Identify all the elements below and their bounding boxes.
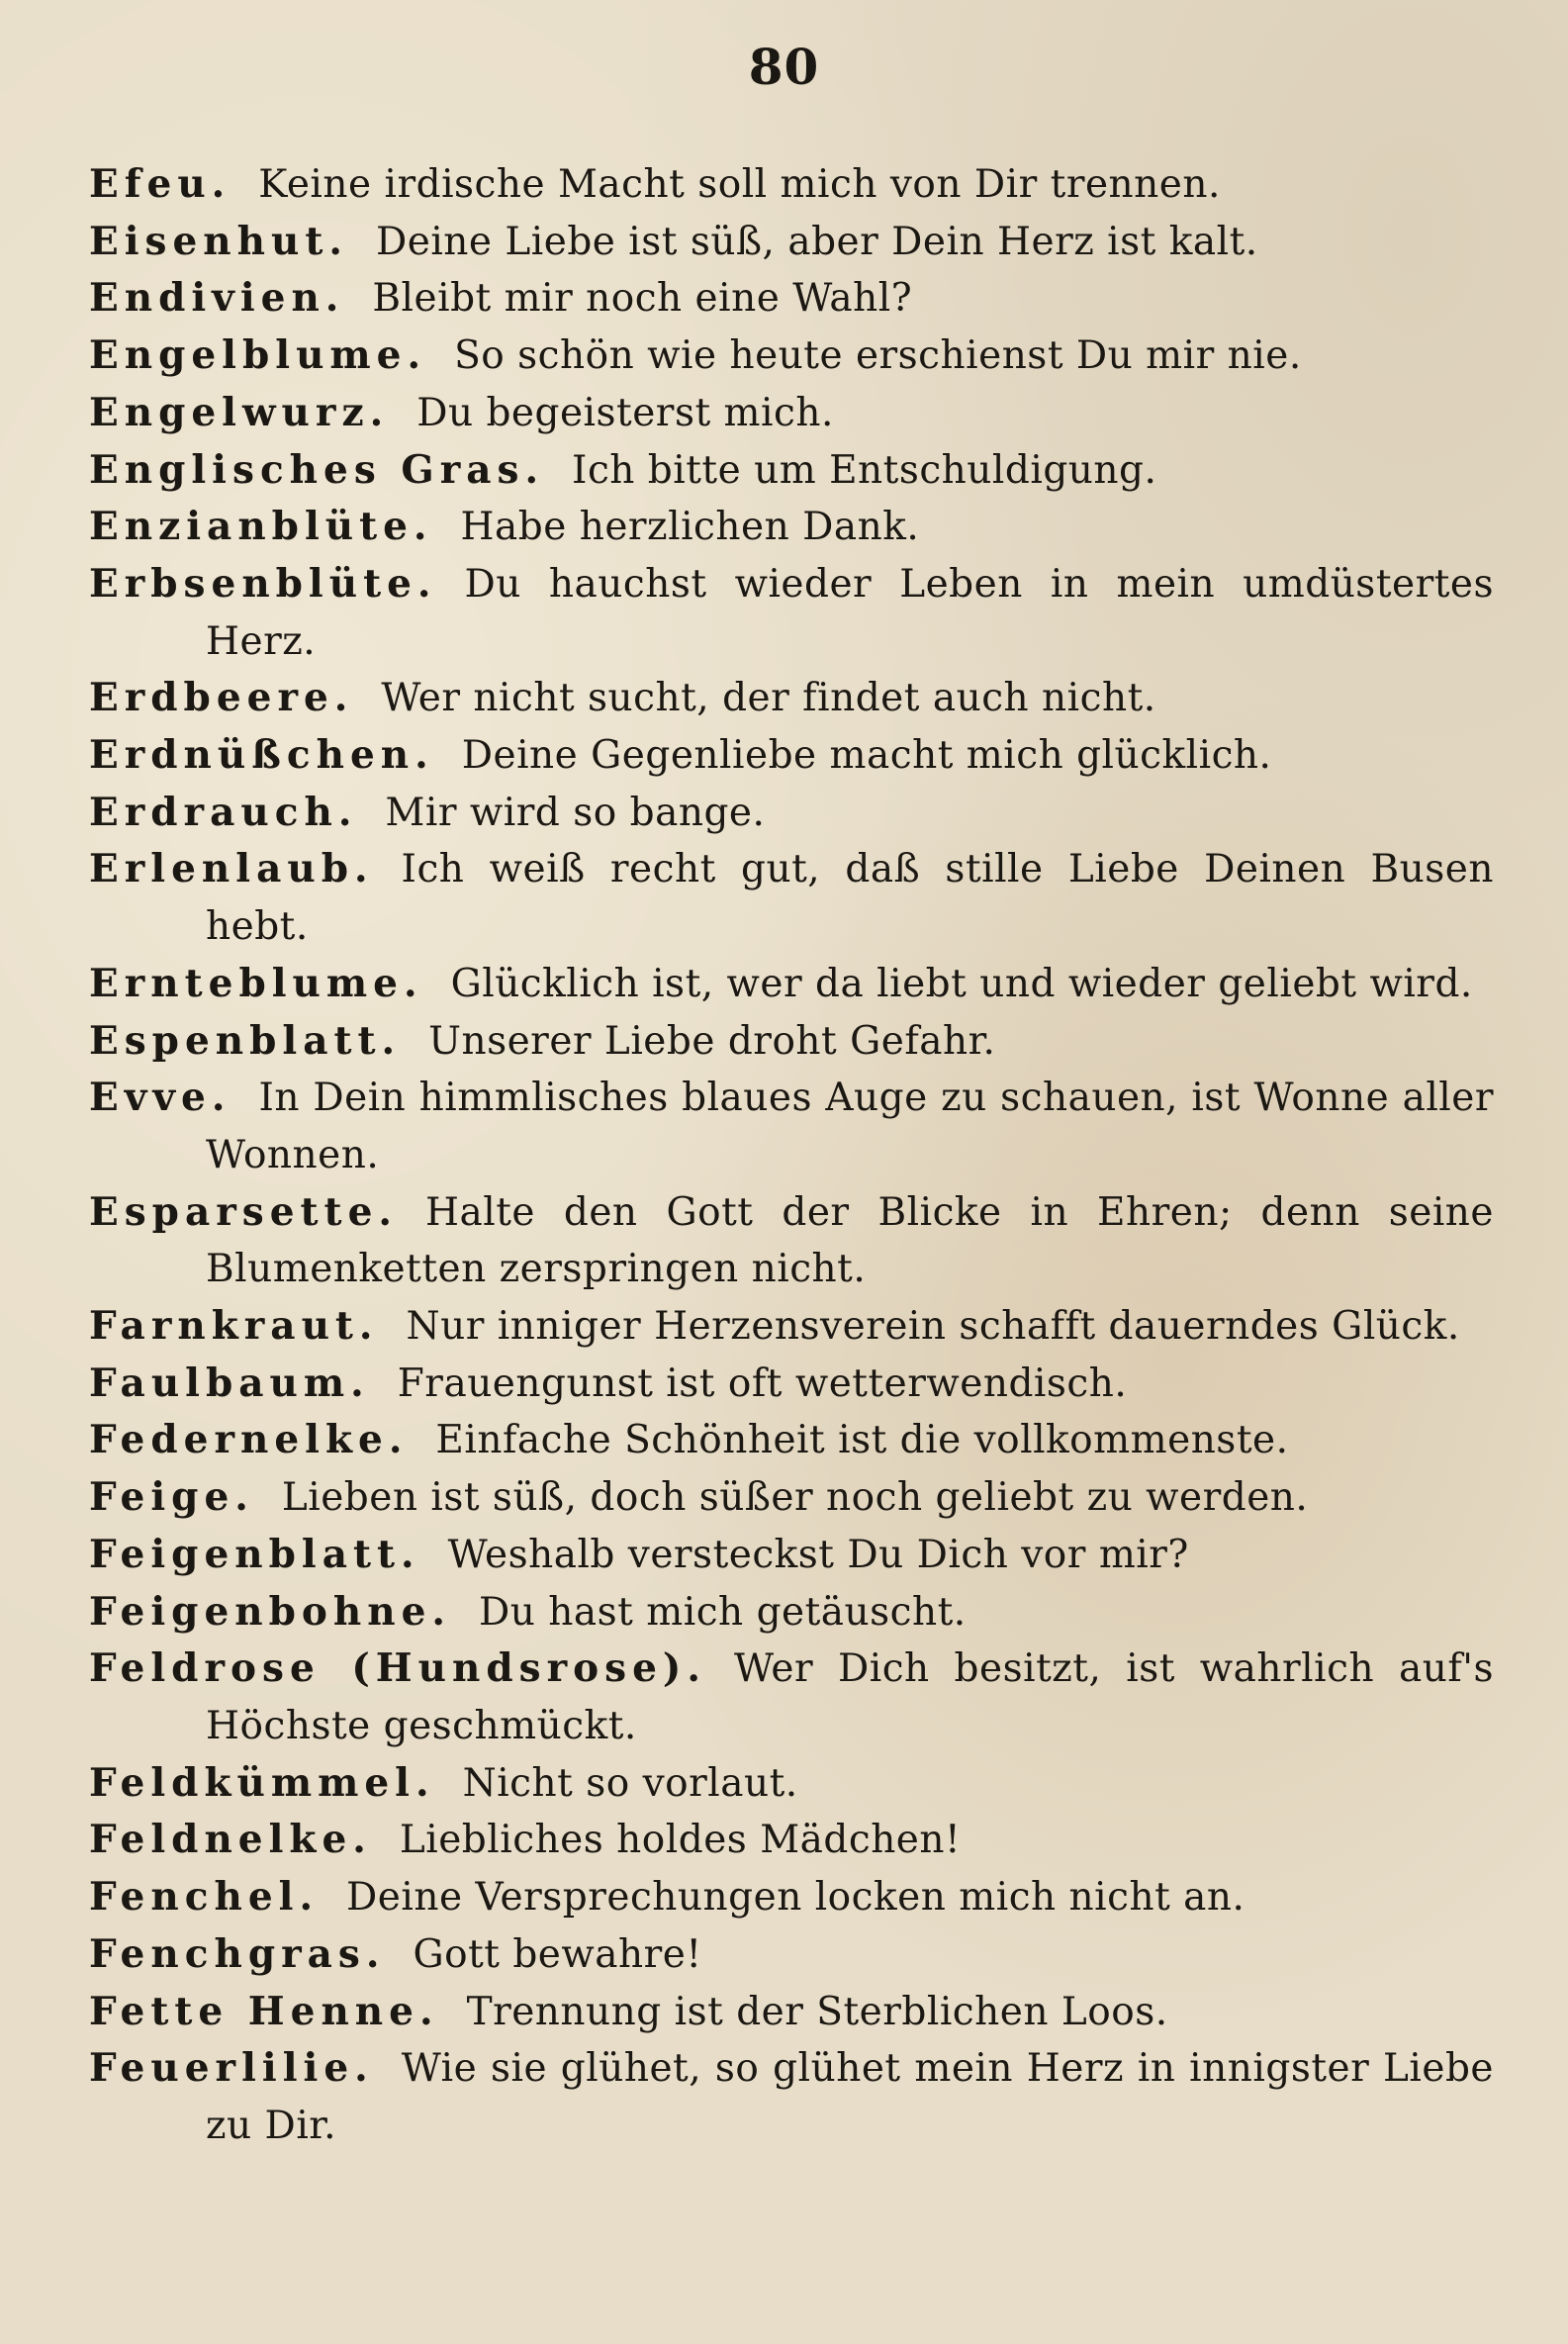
entry-meaning: Du begeisterst mich. bbox=[416, 390, 834, 435]
entry-term: Feldrose (Hundsrose). bbox=[89, 1645, 706, 1692]
entry-term: Ernteblume. bbox=[89, 960, 423, 1006]
entry-meaning: Weshalb versteckst Du Dich vor mir? bbox=[447, 1532, 1189, 1577]
entry-term: Esparsette. bbox=[89, 1188, 398, 1235]
list-item bbox=[89, 956, 1494, 1013]
list-item bbox=[89, 1926, 1494, 1984]
entry-term: Farnkraut. bbox=[89, 1303, 379, 1350]
entry-meaning: Einfache Schönheit ist die vollkommenste. bbox=[435, 1418, 1289, 1463]
entry-term: Erdrauch. bbox=[89, 789, 358, 835]
list-item bbox=[89, 785, 1494, 842]
entry-term: Englisches Gras. bbox=[89, 446, 545, 493]
list-item bbox=[89, 1412, 1494, 1469]
entry-term: Fenchgras. bbox=[89, 1930, 386, 1977]
list-item bbox=[89, 328, 1494, 385]
entry-meaning: Deine Gegenliebe macht mich glücklich. bbox=[461, 733, 1272, 779]
entry-meaning: Unserer Liebe droht Gefahr. bbox=[428, 1018, 996, 1064]
list-item bbox=[89, 727, 1494, 785]
entry-term: Feigenbohne. bbox=[89, 1588, 452, 1635]
entry-term: Engelwurz. bbox=[89, 389, 390, 435]
entry-meaning: Nicht so vorlaut. bbox=[462, 1760, 798, 1806]
entry-meaning: Gott bewahre! bbox=[413, 1931, 702, 1977]
entry-term: Faulbaum. bbox=[89, 1360, 370, 1406]
list-item bbox=[89, 2040, 1494, 2154]
entry-term: Endivien. bbox=[89, 275, 345, 322]
entry-term: Fenchel. bbox=[89, 1874, 320, 1921]
entry-term: Feuerlilie. bbox=[89, 2045, 374, 2092]
list-item bbox=[89, 156, 1494, 214]
list-item bbox=[89, 499, 1494, 556]
entry-meaning: Trennung ist der Sterblichen Loos. bbox=[466, 1989, 1168, 2034]
list-item bbox=[89, 670, 1494, 727]
list-item bbox=[89, 214, 1494, 271]
entry-term: Federnelke. bbox=[89, 1417, 409, 1463]
list-item bbox=[89, 1070, 1494, 1183]
entry-meaning: Wer Dich besitzt, ist wahrlich auf's Höchste geschmückt. bbox=[206, 1646, 1494, 1748]
list-item bbox=[89, 385, 1494, 442]
entry-meaning: Habe herzlichen Dank. bbox=[460, 505, 920, 550]
entry-term: Eisenhut. bbox=[89, 218, 348, 264]
list-item bbox=[89, 1584, 1494, 1641]
entry-term: Enzianblüte. bbox=[89, 504, 433, 550]
entry-term: Efeu. bbox=[89, 161, 231, 207]
entry-meaning: Wie sie glühet, so glühet mein Herz in innigster Liebe zu Dir. bbox=[206, 2046, 1494, 2148]
entry-meaning: Keine irdische Macht soll mich von Dir trennen. bbox=[258, 162, 1221, 207]
list-item bbox=[89, 1184, 1494, 1298]
entry-term: Erbsenblüte. bbox=[89, 560, 437, 607]
entry-meaning: Lieben ist süß, doch süßer noch geliebt zu werden. bbox=[281, 1475, 1309, 1521]
entry-meaning: Liebliches holdes Mädchen! bbox=[399, 1818, 962, 1863]
entry-meaning: Mir wird so bange. bbox=[385, 790, 766, 835]
page-number: 80 bbox=[748, 38, 820, 96]
entry-meaning: Wer nicht sucht, der findet auch nicht. bbox=[381, 676, 1156, 721]
list-item bbox=[89, 556, 1494, 670]
entry-meaning: Ich bitte um Entschuldigung. bbox=[572, 447, 1157, 493]
list-item bbox=[89, 1469, 1494, 1527]
list-item bbox=[89, 270, 1494, 328]
entry-term: Engelblume. bbox=[89, 332, 427, 379]
entry-meaning: So schön wie heute erschienst Du mir nie. bbox=[454, 333, 1302, 379]
entry-term: Feigenblatt. bbox=[89, 1531, 420, 1577]
entry-term: Erdbeere. bbox=[89, 675, 354, 721]
entry-meaning: Bleibt mir noch eine Wahl? bbox=[372, 276, 913, 322]
entry-meaning: In Dein himmlisches blaues Auge zu schauen, ist Wonne aller Wonnen. bbox=[206, 1076, 1494, 1177]
entry-list bbox=[89, 156, 1494, 2155]
entry-term: Feige. bbox=[89, 1474, 254, 1521]
entry-term: Fette Henne. bbox=[89, 1988, 439, 2034]
list-item bbox=[89, 1641, 1494, 1754]
entry-meaning: Glücklich ist, wer da liebt und wieder geliebt wird. bbox=[450, 961, 1473, 1006]
entry-meaning: Ich weiß recht gut, daß stille Liebe Deinen Busen hebt. bbox=[206, 847, 1494, 950]
list-item bbox=[89, 1298, 1494, 1356]
list-item bbox=[89, 1755, 1494, 1813]
list-item bbox=[89, 1527, 1494, 1584]
list-item bbox=[89, 841, 1494, 955]
entry-meaning: Deine Versprechungen locken mich nicht an. bbox=[346, 1875, 1245, 1921]
entry-meaning: Halte den Gott der Blicke in Ehren; denn seine Blumenketten zerspringen nicht. bbox=[206, 1189, 1494, 1292]
entry-term: Erdnüßchen. bbox=[89, 732, 434, 779]
list-item bbox=[89, 442, 1494, 500]
entry-term: Erlenlaub. bbox=[89, 846, 374, 892]
entry-term: Espenblatt. bbox=[89, 1017, 402, 1064]
entry-meaning: Deine Liebe ist süß, aber Dein Herz ist kalt. bbox=[375, 219, 1258, 264]
entry-term: Feldkümmel. bbox=[89, 1759, 435, 1806]
entry-term: Feldnelke. bbox=[89, 1817, 372, 1863]
list-item bbox=[89, 1869, 1494, 1926]
entry-term: Evve. bbox=[89, 1075, 231, 1121]
entry-meaning: Du hast mich getäuscht. bbox=[479, 1589, 967, 1635]
entry-meaning: Nur inniger Herzensverein schafft dauerndes Glück. bbox=[406, 1304, 1460, 1350]
entry-meaning: Frauengunst ist oft wetterwendisch. bbox=[397, 1360, 1128, 1406]
list-item bbox=[89, 1013, 1494, 1071]
list-item bbox=[89, 1812, 1494, 1869]
list-item bbox=[89, 1984, 1494, 2041]
list-item bbox=[89, 1356, 1494, 1413]
entry-meaning: Du hauchst wieder Leben in mein umdüstertes Herz. bbox=[206, 561, 1494, 664]
